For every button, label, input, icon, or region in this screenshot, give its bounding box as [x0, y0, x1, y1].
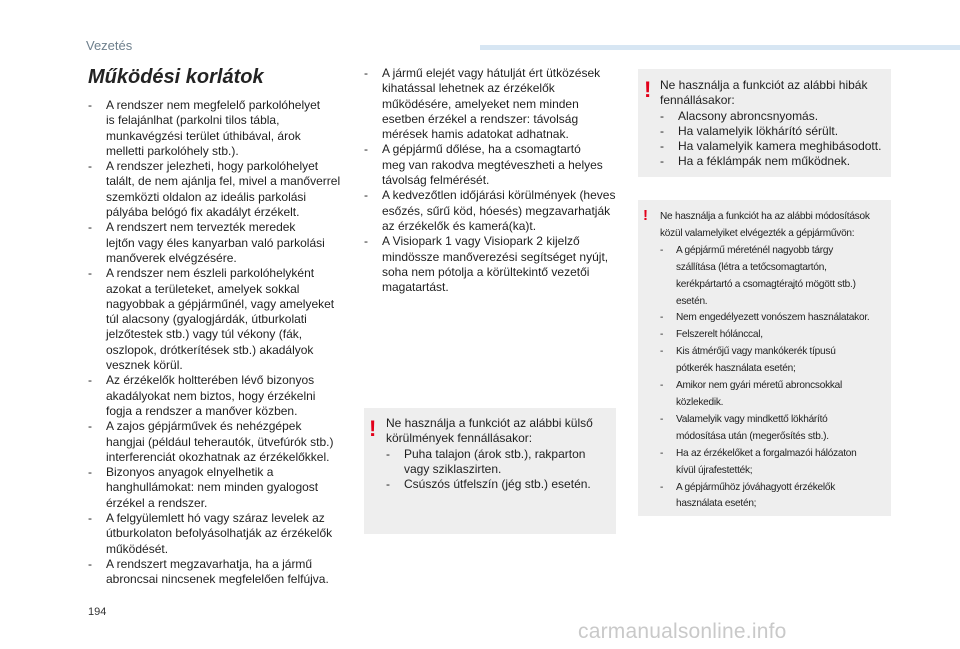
text-line: Bizonyos anyagok elnyelhetik a	[106, 465, 274, 480]
list-item	[660, 446, 885, 480]
text-line: A gépjármű méreténél nagyobb tárgy	[676, 244, 834, 256]
list-item	[660, 378, 885, 412]
text-line: interferenciát okozhatnak az érzékelőkkel.	[106, 449, 330, 464]
warning-box-faults	[638, 69, 891, 177]
text-line: Puha talajon (árok stb.), rakparton	[404, 446, 586, 461]
dash-bullet-icon: -	[88, 266, 92, 281]
page-title: Működési korlátok	[88, 66, 264, 88]
list-item	[88, 159, 356, 220]
dash-bullet-icon: -	[660, 108, 664, 123]
text-line: A gépjármű dőlése, ha a csomagtartó	[382, 142, 581, 157]
text-line: hanghullámokat: nem minden gyalogost	[106, 480, 319, 495]
limitations-list-left	[88, 98, 356, 588]
list-item	[364, 188, 619, 234]
list-item	[660, 109, 885, 124]
dash-bullet-icon: -	[660, 329, 664, 341]
warning-list	[660, 243, 885, 514]
text-line: A rendszer jelezheti, hogy parkolóhelyet	[106, 159, 319, 174]
section-header: Vezetés	[86, 38, 133, 53]
warning-exclamation-icon: !	[643, 207, 648, 224]
text-line: abroncsai nincsenek megfelelően felfújva.	[106, 572, 329, 587]
dash-bullet-icon: -	[660, 380, 664, 392]
list-item	[88, 266, 356, 373]
text-line: túl alacsony (gyalogjárdák, útburkolati	[106, 312, 307, 327]
warning-text	[386, 416, 610, 492]
text-line: Ne használja a funkciót az alábbi külső	[386, 416, 593, 430]
list-item	[660, 310, 885, 327]
text-line: szemközti oldalon az ideális parkolási	[106, 189, 307, 204]
text-line: Ne használja a funkciót ha az alábbi módosítások	[660, 211, 870, 222]
text-line: A Visiopark 1 vagy Visiopark 2 kijelző	[382, 234, 580, 249]
text-line: körülmények fennállásakor:	[386, 431, 533, 446]
dash-bullet-icon: -	[88, 465, 92, 480]
list-item	[660, 124, 885, 139]
text-line: is felajánlhat (parkolni tilos tábla,	[106, 113, 280, 128]
text-line: fogja a rendszer a manőver közben.	[106, 403, 298, 418]
text-line: közlekedik.	[676, 396, 724, 408]
text-line: kihatással lehetnek az érzékelők	[382, 81, 555, 96]
text-line: hangjai (például teherautók, ütvefúrók stb.)	[106, 434, 334, 449]
text-line: fennállásakor:	[660, 93, 735, 108]
text-line: talált, de nem ajánlja fel, mivel a manőverrel	[106, 174, 341, 189]
limitations-list-right	[364, 66, 619, 295]
warning-list	[660, 109, 885, 170]
text-line: azokat a területeket, amelyek sokkal	[106, 281, 300, 296]
dash-bullet-icon: -	[88, 373, 92, 388]
text-line: távolság felmérését.	[382, 173, 490, 188]
text-line: Ha valamelyik lökhárító sérült.	[678, 123, 839, 138]
text-line: Ha a féklámpák nem működnek.	[678, 154, 851, 169]
text-line: vagy sziklaszirten.	[404, 461, 502, 476]
dash-bullet-icon: -	[660, 139, 664, 154]
warning-intro	[660, 209, 885, 243]
list-item	[660, 327, 885, 344]
dash-bullet-icon: -	[88, 556, 92, 571]
text-line: meg van rakodva megtéveszheti a helyes	[382, 157, 603, 172]
list-item	[364, 142, 619, 188]
warning-intro	[386, 416, 610, 447]
text-line: Nem engedélyezett vonószem használatakor.	[676, 312, 870, 324]
text-line: A kedvezőtlen időjárási körülmények (heves	[382, 188, 616, 203]
warning-text	[660, 209, 885, 513]
text-line: kerékpártartó a csomagtérajtó mögött stb.)	[676, 278, 856, 290]
text-line: működését.	[106, 541, 169, 556]
text-line: esőzés, sűrű köd, hóesés) megzavarhatják	[382, 203, 611, 218]
text-line: soha nem pótolja a körültekintő vezetői	[382, 264, 590, 279]
list-item	[364, 234, 619, 295]
list-item	[386, 477, 610, 492]
text-line: nagyobbak a gépjárműnél, vagy amelyeket	[106, 296, 335, 311]
text-line: Csúszós útfelszín (jég stb.) esetén.	[404, 477, 591, 492]
list-item	[660, 243, 885, 311]
page-number: 194	[88, 606, 107, 618]
text-line: oszlopok, drótkerítések stb.) akadályok	[106, 342, 314, 357]
warning-box-external-conditions	[364, 408, 616, 534]
text-line: mindössze manőverezési segítséget nyújt,	[382, 249, 609, 264]
text-line: esetén.	[676, 295, 708, 307]
list-item	[386, 447, 610, 478]
list-item	[88, 465, 356, 511]
text-line: Az érzékelők holtterében lévő bizonyos	[106, 373, 315, 388]
dash-bullet-icon: -	[660, 413, 664, 425]
text-line: használata esetén;	[676, 498, 757, 510]
text-line: Alacsony abroncsnyomás.	[678, 108, 819, 123]
text-line: melletti parkolóhely stb.).	[106, 143, 239, 158]
text-line: A rendszert nem tervezték meredek	[106, 220, 296, 235]
text-line: A rendszer nem megfelelő parkolóhelyet	[106, 98, 321, 112]
dash-bullet-icon: -	[660, 123, 664, 138]
text-line: akadályokat nem biztos, hogy érzékelni	[106, 388, 316, 403]
list-item	[88, 511, 356, 557]
list-item	[660, 344, 885, 378]
dash-bullet-icon: -	[364, 234, 368, 249]
text-line: szállítása (létra a tetőcsomagtartón,	[676, 261, 827, 273]
text-line: A felgyülemlett hó vagy száraz levelek az	[106, 511, 325, 526]
warning-text	[660, 78, 885, 170]
dash-bullet-icon: -	[660, 346, 664, 358]
dash-bullet-icon: -	[364, 188, 368, 203]
list-item	[660, 480, 885, 514]
list-item	[660, 154, 885, 169]
text-line: az érzékelők és kamerá(ka)t.	[382, 218, 537, 233]
warning-exclamation-icon: !	[369, 416, 377, 441]
dash-bullet-icon: -	[88, 159, 92, 174]
text-line: jelzőtestek stb.) vagy túl vékony (fák,	[106, 327, 303, 342]
text-line: esetben érzékel a rendszer: távolság	[382, 111, 579, 126]
warning-intro	[660, 78, 885, 109]
warning-list	[386, 447, 610, 493]
text-line: A gépjárműhöz jóváhagyott érzékelők	[676, 481, 836, 493]
list-item	[364, 66, 619, 142]
text-line: manőverek elvégzésére.	[106, 250, 237, 265]
text-line: Ha az érzékelőket a forgalmazói hálózaton	[676, 447, 857, 459]
list-item	[88, 220, 356, 266]
dash-bullet-icon: -	[386, 477, 390, 492]
dash-bullet-icon: -	[660, 312, 664, 324]
list-item	[88, 373, 356, 419]
text-line: Kis átmérőjű vagy mankókerék típusú	[676, 346, 836, 358]
list-item	[88, 419, 356, 465]
text-line: pályába belógó fix akadályt érzékelt.	[106, 205, 300, 220]
header-divider-bar	[480, 45, 960, 50]
dash-bullet-icon: -	[88, 220, 92, 235]
text-line: magatartást.	[382, 280, 449, 295]
list-item	[660, 412, 885, 446]
text-line: vesznek körül.	[106, 358, 183, 373]
dash-bullet-icon: -	[660, 481, 664, 493]
dash-bullet-icon: -	[660, 447, 664, 459]
dash-bullet-icon: -	[88, 511, 92, 526]
text-line: A rendszert megzavarhatja, ha a jármű	[106, 556, 313, 571]
text-line: mérések hamis adatokat adhatnak.	[382, 127, 569, 142]
text-line: pótkerék használata esetén;	[676, 363, 796, 375]
dash-bullet-icon: -	[364, 66, 368, 80]
text-line: közül valamelyiket elvégezték a gépjárművön:	[660, 227, 855, 239]
text-line: módosítása után (megerősítés stb.).	[676, 430, 829, 442]
warning-box-modifications	[638, 200, 891, 516]
text-line: Amikor nem gyári méretű abroncsokkal	[676, 380, 843, 392]
text-line: Valamelyik vagy mindkettő lökhárító	[676, 413, 828, 425]
text-line: kívül újrafestették;	[676, 464, 753, 476]
text-line: Felszerelt hólánccal,	[676, 329, 763, 341]
dash-bullet-icon: -	[386, 446, 390, 461]
text-line: működésére, amelyeket nem minden	[382, 96, 579, 111]
text-line: A rendszer nem észleli parkolóhelyként	[106, 266, 315, 281]
text-line: munkavégzési terület úthibával, árok	[106, 128, 301, 143]
dash-bullet-icon: -	[364, 142, 368, 157]
text-line: útburkolaton befolyásolhatják az érzékelők	[106, 526, 333, 541]
dash-bullet-icon: -	[660, 244, 664, 256]
dash-bullet-icon: -	[88, 419, 92, 434]
text-line: Ha valamelyik kamera meghibásodott.	[678, 139, 882, 154]
text-line: érzékel a rendszer.	[106, 495, 208, 510]
list-item	[88, 98, 356, 159]
text-line: A jármű elejét vagy hátulját ért ütközések	[382, 66, 601, 80]
text-line: A zajos gépjárművek és nehézgépek	[106, 419, 302, 434]
warning-exclamation-icon: !	[644, 77, 652, 102]
dash-bullet-icon: -	[88, 98, 92, 112]
text-line: Ne használja a funkciót az alábbi hibák	[660, 78, 868, 92]
text-line: lejtőn vagy éles kanyarban való parkolási	[106, 235, 325, 250]
list-item	[88, 557, 356, 588]
watermark: carmanualsonline.info	[578, 620, 787, 643]
list-item	[660, 139, 885, 154]
dash-bullet-icon: -	[660, 154, 664, 169]
